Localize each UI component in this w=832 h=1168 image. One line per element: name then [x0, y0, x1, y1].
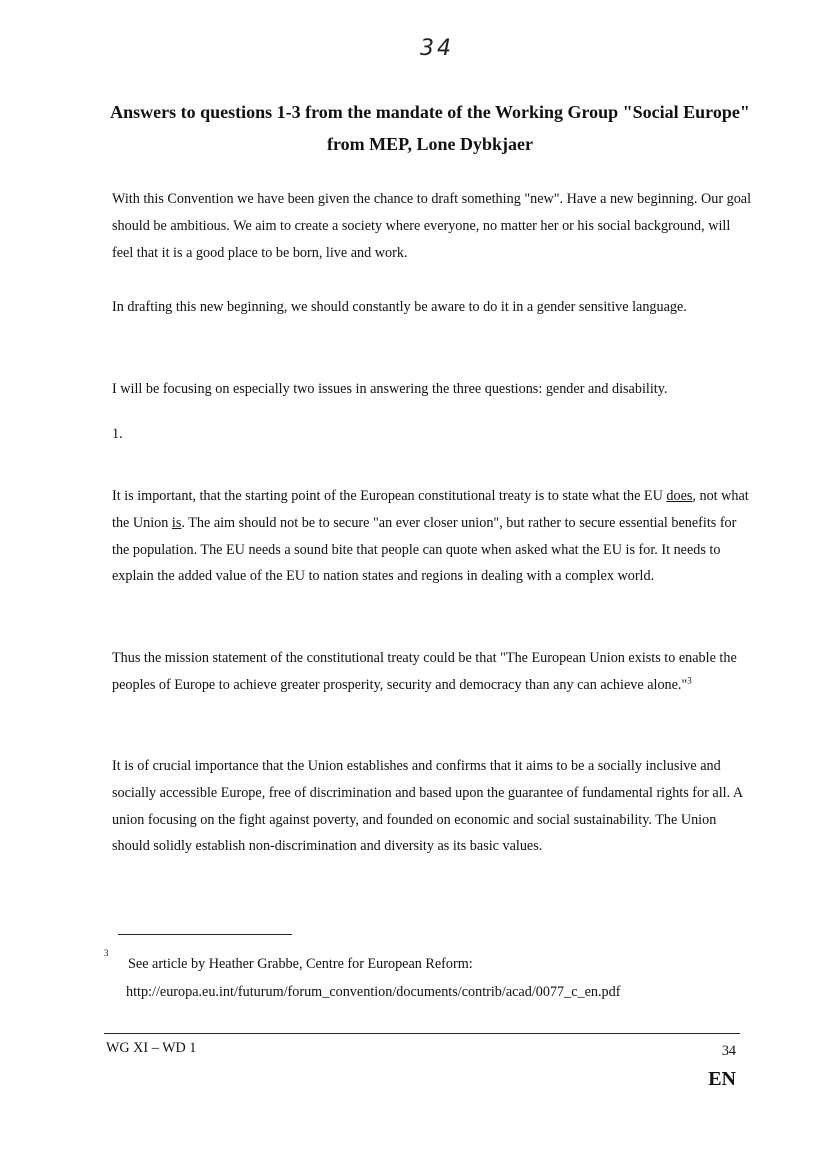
footnote-text: See article by Heather Grabbe, Centre for European Reform:	[128, 956, 473, 972]
footnote-number: 3	[104, 948, 109, 958]
paragraph-focus-issues: I will be focusing on especially two issues in answering the three questions: gender and disability.	[112, 381, 668, 397]
footnote-divider	[118, 934, 292, 935]
paragraph-text-segment: . The aim should not be to secure "an ever closer union", but rather to secure essential benefits for the population. The EU needs a sound bite that people can quote when asked what the EU is for. It needs to explain the added value of the EU to nation states and regions in dealing with a complex world.	[112, 514, 737, 585]
paragraph-text-segment: , not what the Union	[112, 488, 749, 531]
paragraph-text-segment: It is important, that the starting point of the European constitutional treaty is to state what the EU	[112, 488, 667, 504]
footnote	[128, 950, 748, 1006]
underlined-word-is: is	[171, 514, 182, 531]
paragraph-social-europe: It is of crucial importance that the Union establishes and confirms that it aims to be a socially inclusive and socially accessible Europe, free of discrimination and based upon the guarantee of fundamental rights for all. A union focusing on the fight against poverty, and founded on economic and social sustainability. The Union should solidly establish non-discrimination and diversity as its basic values.	[112, 758, 743, 855]
paragraph-mission-statement	[112, 645, 752, 699]
paragraph-text-segment: Thus the mission statement of the constitutional treaty could be that "The European Union exists to enable the peoples of Europe to achieve greater prosperity, security and democracy than any can achieve alone."	[112, 650, 737, 693]
footnote-reference[interactable]: 3	[687, 675, 692, 686]
underlined-word-does: does	[666, 488, 693, 504]
document-title: Answers to questions 1-3 from the mandate of the Working Group "Social Europe" from MEP, Lone Dybkjaer	[110, 102, 750, 154]
footer-page-number: 34	[721, 1043, 736, 1059]
paragraph-intro: With this Convention we have been given the chance to draft something "new". Have a new beginning. Our goal should be ambitious. We aim to create a society where everyone, no matter her or his social background, will feel that it is a good place to be born, live and work.	[112, 191, 752, 261]
footer-language-code: EN	[708, 1068, 736, 1090]
paragraph-starting-point	[112, 483, 752, 590]
paragraph-gender-language: In drafting this new beginning, we should constantly be aware to do it in a gender sensitive language.	[112, 299, 687, 315]
handwritten-page-number: 34	[420, 36, 454, 61]
footer-document-reference: WG XI – WD 1	[106, 1040, 197, 1056]
footnote-url[interactable]: http://europa.eu.int/futurum/forum_convention/documents/contrib/acad/0077_c_en.pdf	[126, 984, 621, 1000]
section-number: 1.	[112, 426, 123, 442]
footer-divider	[104, 1033, 740, 1034]
